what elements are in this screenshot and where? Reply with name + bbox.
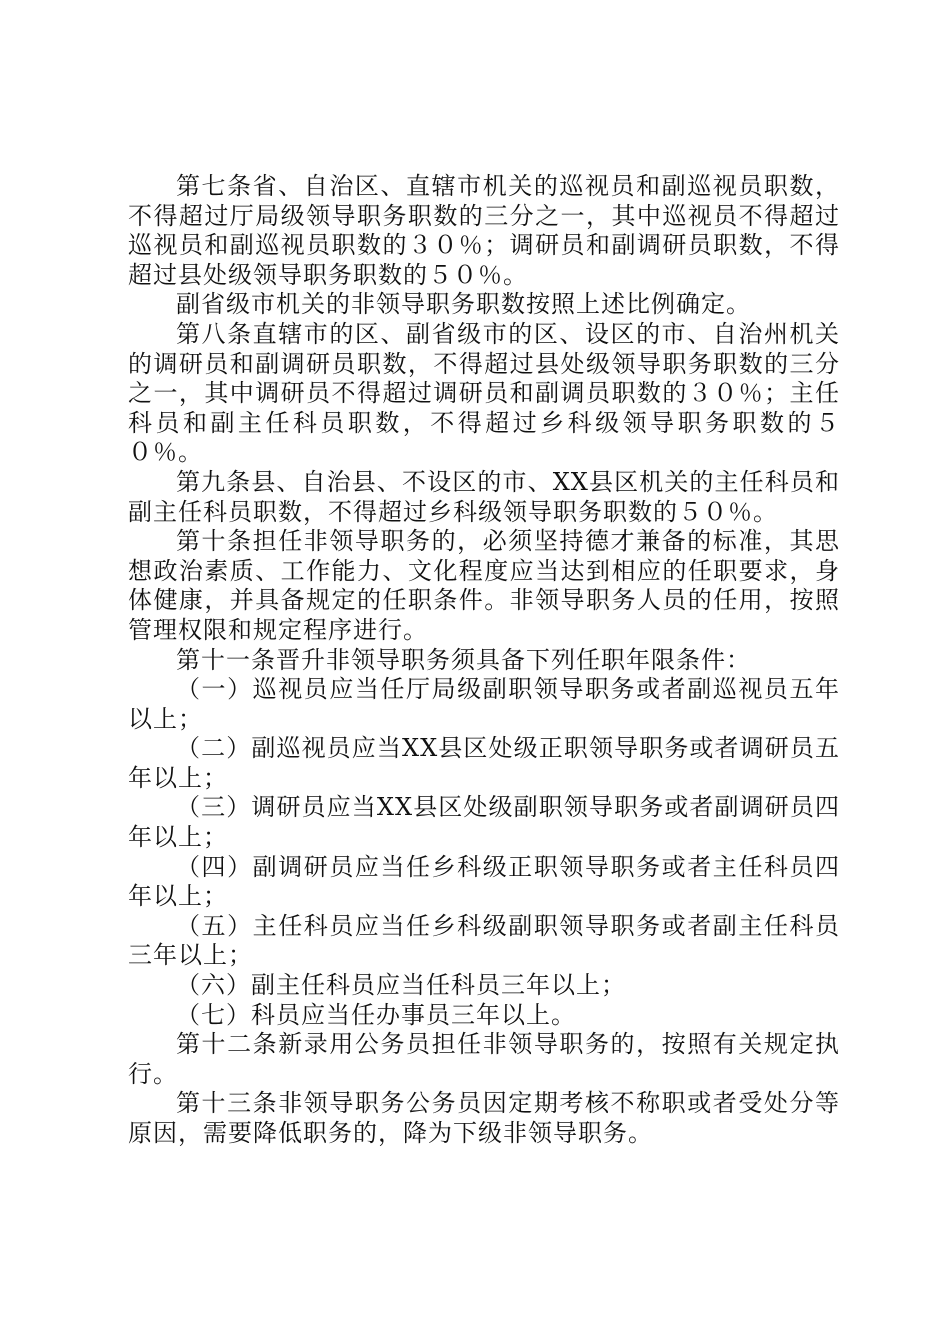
paragraph-article-10: 第十条担任非领导职务的，必须坚持德才兼备的标准，其思想政治素质、工作能力、文化程度应当达到相应的任职要求，身体健康，并具备规定的任职条件。非领导职务人员的任用，按照管理权限和规定程序进行。 [128,527,840,644]
paragraph-article-12: 第十二条新录用公务员担任非领导职务的，按照有关规定执行。 [128,1030,840,1088]
document-body [128,172,840,1149]
list-item-4: （四）副调研员应当任乡科级正职领导职务或者主任科员四年以上； [128,852,840,911]
list-item-7: （七）科员应当任办事员三年以上。 [176,1000,576,1029]
paragraph-article-7: 第七条省、自治区、直辖市机关的巡视员和副巡视员职数，不得超过厅局级领导职务职数的三分之一，其中巡视员不得超过巡视员和副巡视员职数的３０％；调研员和副调研员职数，不得超过县处级领导职务职数的５０％。 [128,172,840,289]
paragraph-sub-provincial: 副省级市机关的非领导职务职数按照上述比例确定。 [176,290,751,319]
list-item-3: （三）调研员应当XX县区处级副职领导职务或者副调研员四年以上； [128,793,840,852]
paragraph-article-8: 第八条直辖市的区、副省级市的区、设区的市、自治州机关的调研员和副调研员职数，不得超过县处级领导职务职数的三分之一，其中调研员不得超过调研员和副调员职数的３０％；主任科员和副主任科员职数，不得超过乡科级领导职务职数的５０％。 [128,319,840,467]
paragraph-article-13: 第十三条非领导职务公务员因定期考核不称职或者受处分等原因，需要降低职务的，降为下级非领导职务。 [128,1089,840,1147]
list-item-1: （一）巡视员应当任厅局级副职领导职务或者副巡视员五年以上； [128,675,840,733]
paragraph-article-11: 第十一条晋升非领导职务须具备下列任职年限条件： [176,645,751,674]
list-item-6: （六）副主任科员应当任科员三年以上； [176,971,626,1000]
list-item-5: （五）主任科员应当任乡科级副职领导职务或者副主任科员三年以上； [128,911,840,970]
list-item-2: （二）副巡视员应当XX县区处级正职领导职务或者调研员五年以上； [128,734,840,792]
paragraph-article-9: 第九条县、自治县、不设区的市、XX县区机关的主任科员和副主任科员职数，不得超过乡科级领导职务职数的５０％。 [128,467,840,526]
